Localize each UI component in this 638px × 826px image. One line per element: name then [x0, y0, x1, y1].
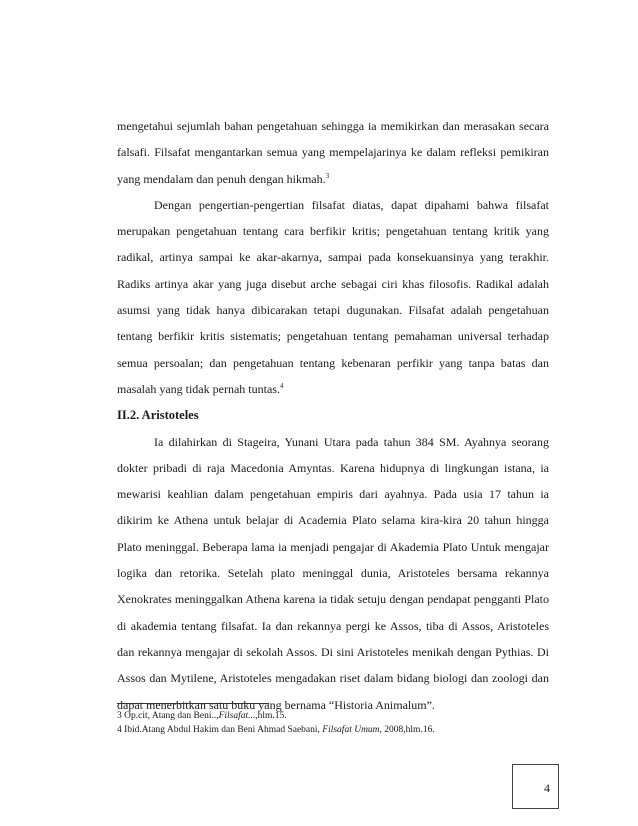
footnote-text: 3 Op.cit, Atang dan Beni.., — [117, 711, 219, 721]
paragraph-aristoteles: Ia dilahirkan di Stageira, Yunani Utara pada tahun 384 SM. Ayahnya seorang dokter pribadi di raja Macedonia Amyntas. Karena hidupnya di lingkungan istana, ia mewarisi keahlian dalam pengetahuan empiris dari ayahnya. Pada usia 17 tahun ia dikirim ke Athena untuk belajar di Academia Plato selama kira-kira 20 tahun hingga Plato meninggal. Beberapa lama ia menjadi pengajar di Akademia Plato Untuk mengajar logika dan retorika. Setelah plato meninggal dunia, Aristoteles bersama rekannya Xenokrates meninggalkan Athena karena ia tidak setuju dengan pendapat pengganti Plato di akademia tentang filsafat. Ia dan rekannya pergi ke Assos, tiba di Assos, Aristoteles dan rekannya mengajar di sekolah Assos. Di sini Aristoteles menikah dengan Pythias. Di Assos dan Mytilene, Aristoteles mengadakan riset dalam bidang biologi dan zoologi dan dapat menerbitkan satu buku yang bernama “Historia Animalum”. — [117, 434, 549, 712]
footnote-text: 2008,hlm.16. — [381, 724, 435, 735]
footnote-3 — [117, 710, 549, 724]
paragraph-filsafat-definition — [117, 192, 549, 402]
footnote-text: .,hlm.15. — [252, 711, 287, 721]
footnote-italic: Filsafat Umum, — [322, 724, 382, 735]
paragraph-text: mengetahui sejumlah bahan pengetahuan sehingga ia memikirkan dan merasakan secara falsafi. Filsafat mengantarkan semua yang mempelajarinya ke dalam refleksi pemikiran yang mendalam dan penuh dengan hikmah. — [117, 119, 549, 186]
footnote-ref: 4 — [279, 381, 284, 390]
footnote-text: 4 Ibid.Atang Abdul Hakim dan Beni Ahmad Saebani, — [117, 724, 323, 735]
footnotes — [117, 710, 549, 737]
footnote-4 — [117, 724, 549, 738]
footnote-separator — [117, 703, 269, 704]
page-number: 4 — [544, 781, 550, 795]
page-number-box — [512, 764, 559, 809]
footnote-ref: 3 — [325, 171, 330, 180]
paragraph-text: Dengan pengertian-pengertian filsafat diatas, dapat dipahami bahwa filsafat merupakan pengetahuan tentang cara berfikir kritis; pengetahuan tentang kritik yang radikal, artinya sampai ke akar-akarnya, sampai pada konsekuansinya yang terakhir. Radiks artinya akar yang juga disebut arche sebagai ciri khas filosofis. Radikal adalah asumsi yang tidak hanya dibicarakan tetapi dugunakan. Filsafat adalah pengetahuan tentang berfikir kritis sistematis; pengetahuan tentang pemahaman universal terhadap semua persoalan; dan pengetahuan tentang kebenaran perfikir yang tanpa batas dan masalah yang tidak pernah tuntas. — [117, 197, 549, 396]
body-text — [117, 113, 549, 718]
paragraph-continuation — [117, 113, 549, 192]
footnote-italic: Filsafat.. — [218, 711, 253, 721]
section-heading: II.2. Aristoteles — [117, 408, 199, 423]
